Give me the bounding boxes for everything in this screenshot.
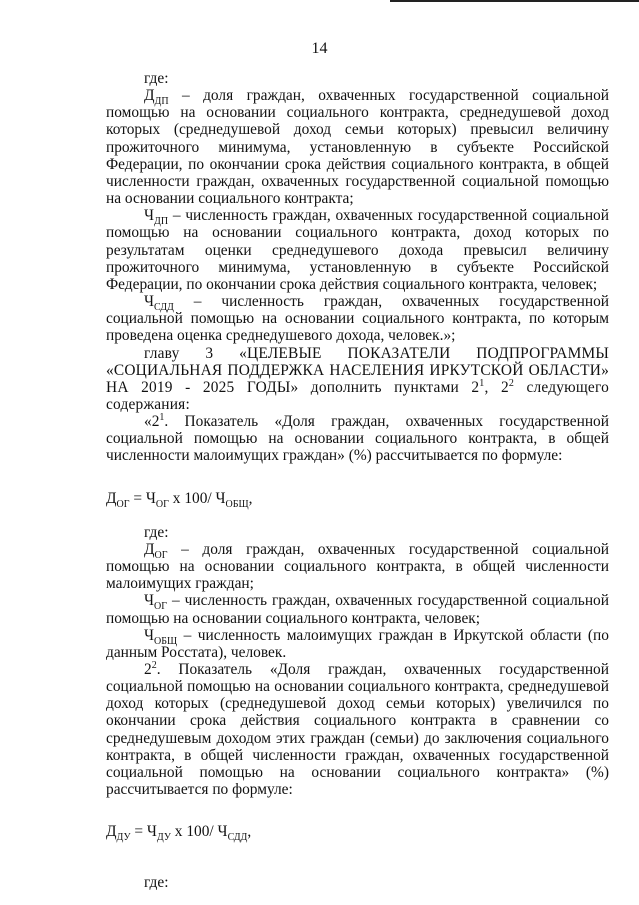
spacer bbox=[106, 857, 609, 874]
where-text: где: bbox=[144, 523, 169, 541]
formula-subscript: ОГ bbox=[116, 498, 130, 510]
amendment-text: главу 3 «ЦЕЛЕВЫЕ ПОКАЗАТЕЛИ ПОДПРОГРАММЫ «СОЦИАЛЬНАЯ ПОДДЕРЖКА НАСЕЛЕНИЯ ИРКУТСКОЙ ОБЛАСТИ» НА 2019 - 2025 ГОДЫ» дополнить пунктами 2 bbox=[106, 344, 609, 396]
symbol: Д bbox=[144, 540, 155, 558]
formula-1 bbox=[106, 489, 609, 510]
formula-subscript: ДУ bbox=[156, 832, 171, 844]
symbol-subscript: ДП bbox=[154, 96, 169, 108]
spacer bbox=[106, 798, 609, 823]
symbol-subscript: ОГ bbox=[154, 601, 168, 613]
superscript: 2 bbox=[508, 377, 515, 389]
formula-symbol: Д bbox=[106, 489, 117, 507]
definition-text: – доля граждан, охваченных государственной социальной помощью на основании социального контракта, среднедушевой доход которых (среднедушевой доход семьи которых) превысил величину прожиточного минимума, установленную в субъекте Российской Федерации, по окончании срока действия социального контракта, в общей численности граждан, охваченных государственной социальной помощью на основании социального контракта; bbox=[106, 87, 609, 208]
definition-text: – численность малоимущих граждан в Иркутской области (по данным Росстата), человек. bbox=[106, 626, 609, 661]
symbol-subscript: ОБЩ bbox=[154, 635, 178, 647]
where-label-2 bbox=[106, 524, 609, 541]
where-text: где: bbox=[144, 874, 169, 892]
item-number: «2 bbox=[144, 413, 160, 431]
definition-chog bbox=[106, 592, 609, 626]
amendment-text: следующего содержания: bbox=[106, 378, 609, 413]
indicator-2-2 bbox=[106, 661, 609, 798]
indicator-text: . Показатель «Доля граждан, охваченных государственной социальной помощью на основании социального контракта, в общей численности малоимущих граждан» (%) рассчитывается по формуле: bbox=[106, 413, 609, 465]
symbol-subscript: ДП bbox=[154, 216, 169, 228]
superscript: 1 bbox=[159, 412, 165, 423]
definition-chobsch bbox=[106, 627, 609, 661]
chapter-amendment bbox=[106, 345, 609, 414]
definition-text: – численность граждан, охваченных государственной социальной помощью на основании социального контракта, доход которых по результатам оценки среднедушевого дохода превысил величину прожиточного минимума, установленную в субъекте Российской Федерации, по окончании срока действия социального контракта, человек; bbox=[106, 207, 609, 293]
definition-chdp bbox=[106, 207, 609, 293]
indicator-2-1 bbox=[106, 413, 609, 464]
spacer bbox=[106, 465, 609, 490]
document-body bbox=[106, 70, 609, 892]
superscript: 2 bbox=[151, 659, 157, 671]
formula-text: , bbox=[248, 489, 253, 507]
spacer bbox=[106, 840, 609, 857]
indicator-text: . Показатель «Доля граждан, охваченных государственной социальной помощью на основании социального контракта, среднедушевой доход которых (среднедушевой доход семьи которых) увеличился по окончании срока действия социального контракта в сравнении со среднедушевым доходом этих граждан (семьи) до заключения социального контракта, в общей численности граждан, охваченных государственной социальной помощью на основании социального контракта» (%) рассчитывается по формуле: bbox=[106, 661, 609, 799]
formula-2 bbox=[106, 823, 609, 844]
definition-ddp bbox=[106, 87, 609, 207]
formula-subscript: СДД bbox=[227, 832, 248, 844]
symbol: Ч bbox=[144, 207, 155, 225]
symbol-subscript: СДД bbox=[154, 302, 174, 314]
spacer bbox=[106, 507, 609, 524]
superscript: 1 bbox=[479, 377, 485, 389]
where-text: где: bbox=[144, 70, 169, 87]
formula-subscript: ОБЩ bbox=[225, 498, 249, 510]
symbol-subscript: ОГ bbox=[154, 549, 168, 561]
definition-text: – численность граждан, охваченных государственной социальной помощью на основании социального контракта, по которым проведена оценка среднедушевого дохода, человек.»; bbox=[106, 293, 609, 345]
top-rule bbox=[390, 0, 639, 2]
symbol: Ч bbox=[144, 626, 155, 644]
formula-text: х 100/ Ч bbox=[170, 823, 228, 841]
formula-text: = Ч bbox=[129, 489, 156, 507]
where-label-1 bbox=[106, 70, 609, 87]
item-number: 2 bbox=[144, 661, 152, 678]
formula-subscript: ДУ bbox=[116, 832, 131, 844]
symbol: Д bbox=[144, 87, 155, 105]
page-number: 14 bbox=[311, 40, 328, 57]
amendment-text: , 2 bbox=[484, 378, 509, 396]
definition-chsdd bbox=[106, 293, 609, 344]
definition-text: – доля граждан, охваченных государственной социальной помощью на основании социального контракта, в общей численности малоимущих граждан; bbox=[106, 540, 609, 593]
formula-symbol: Д bbox=[106, 823, 117, 841]
formula-text: х 100/ Ч bbox=[168, 489, 226, 507]
symbol: Ч bbox=[144, 293, 155, 311]
definition-dog bbox=[106, 541, 609, 592]
formula-text: = Ч bbox=[130, 823, 157, 841]
formula-text: , bbox=[247, 823, 252, 841]
formula-subscript: ОГ bbox=[155, 498, 169, 510]
definition-text: – численность граждан, охваченных государственной социальной помощью на основании социального контракта, человек; bbox=[106, 592, 609, 627]
symbol: Ч bbox=[144, 592, 155, 610]
where-label-3 bbox=[106, 874, 609, 891]
